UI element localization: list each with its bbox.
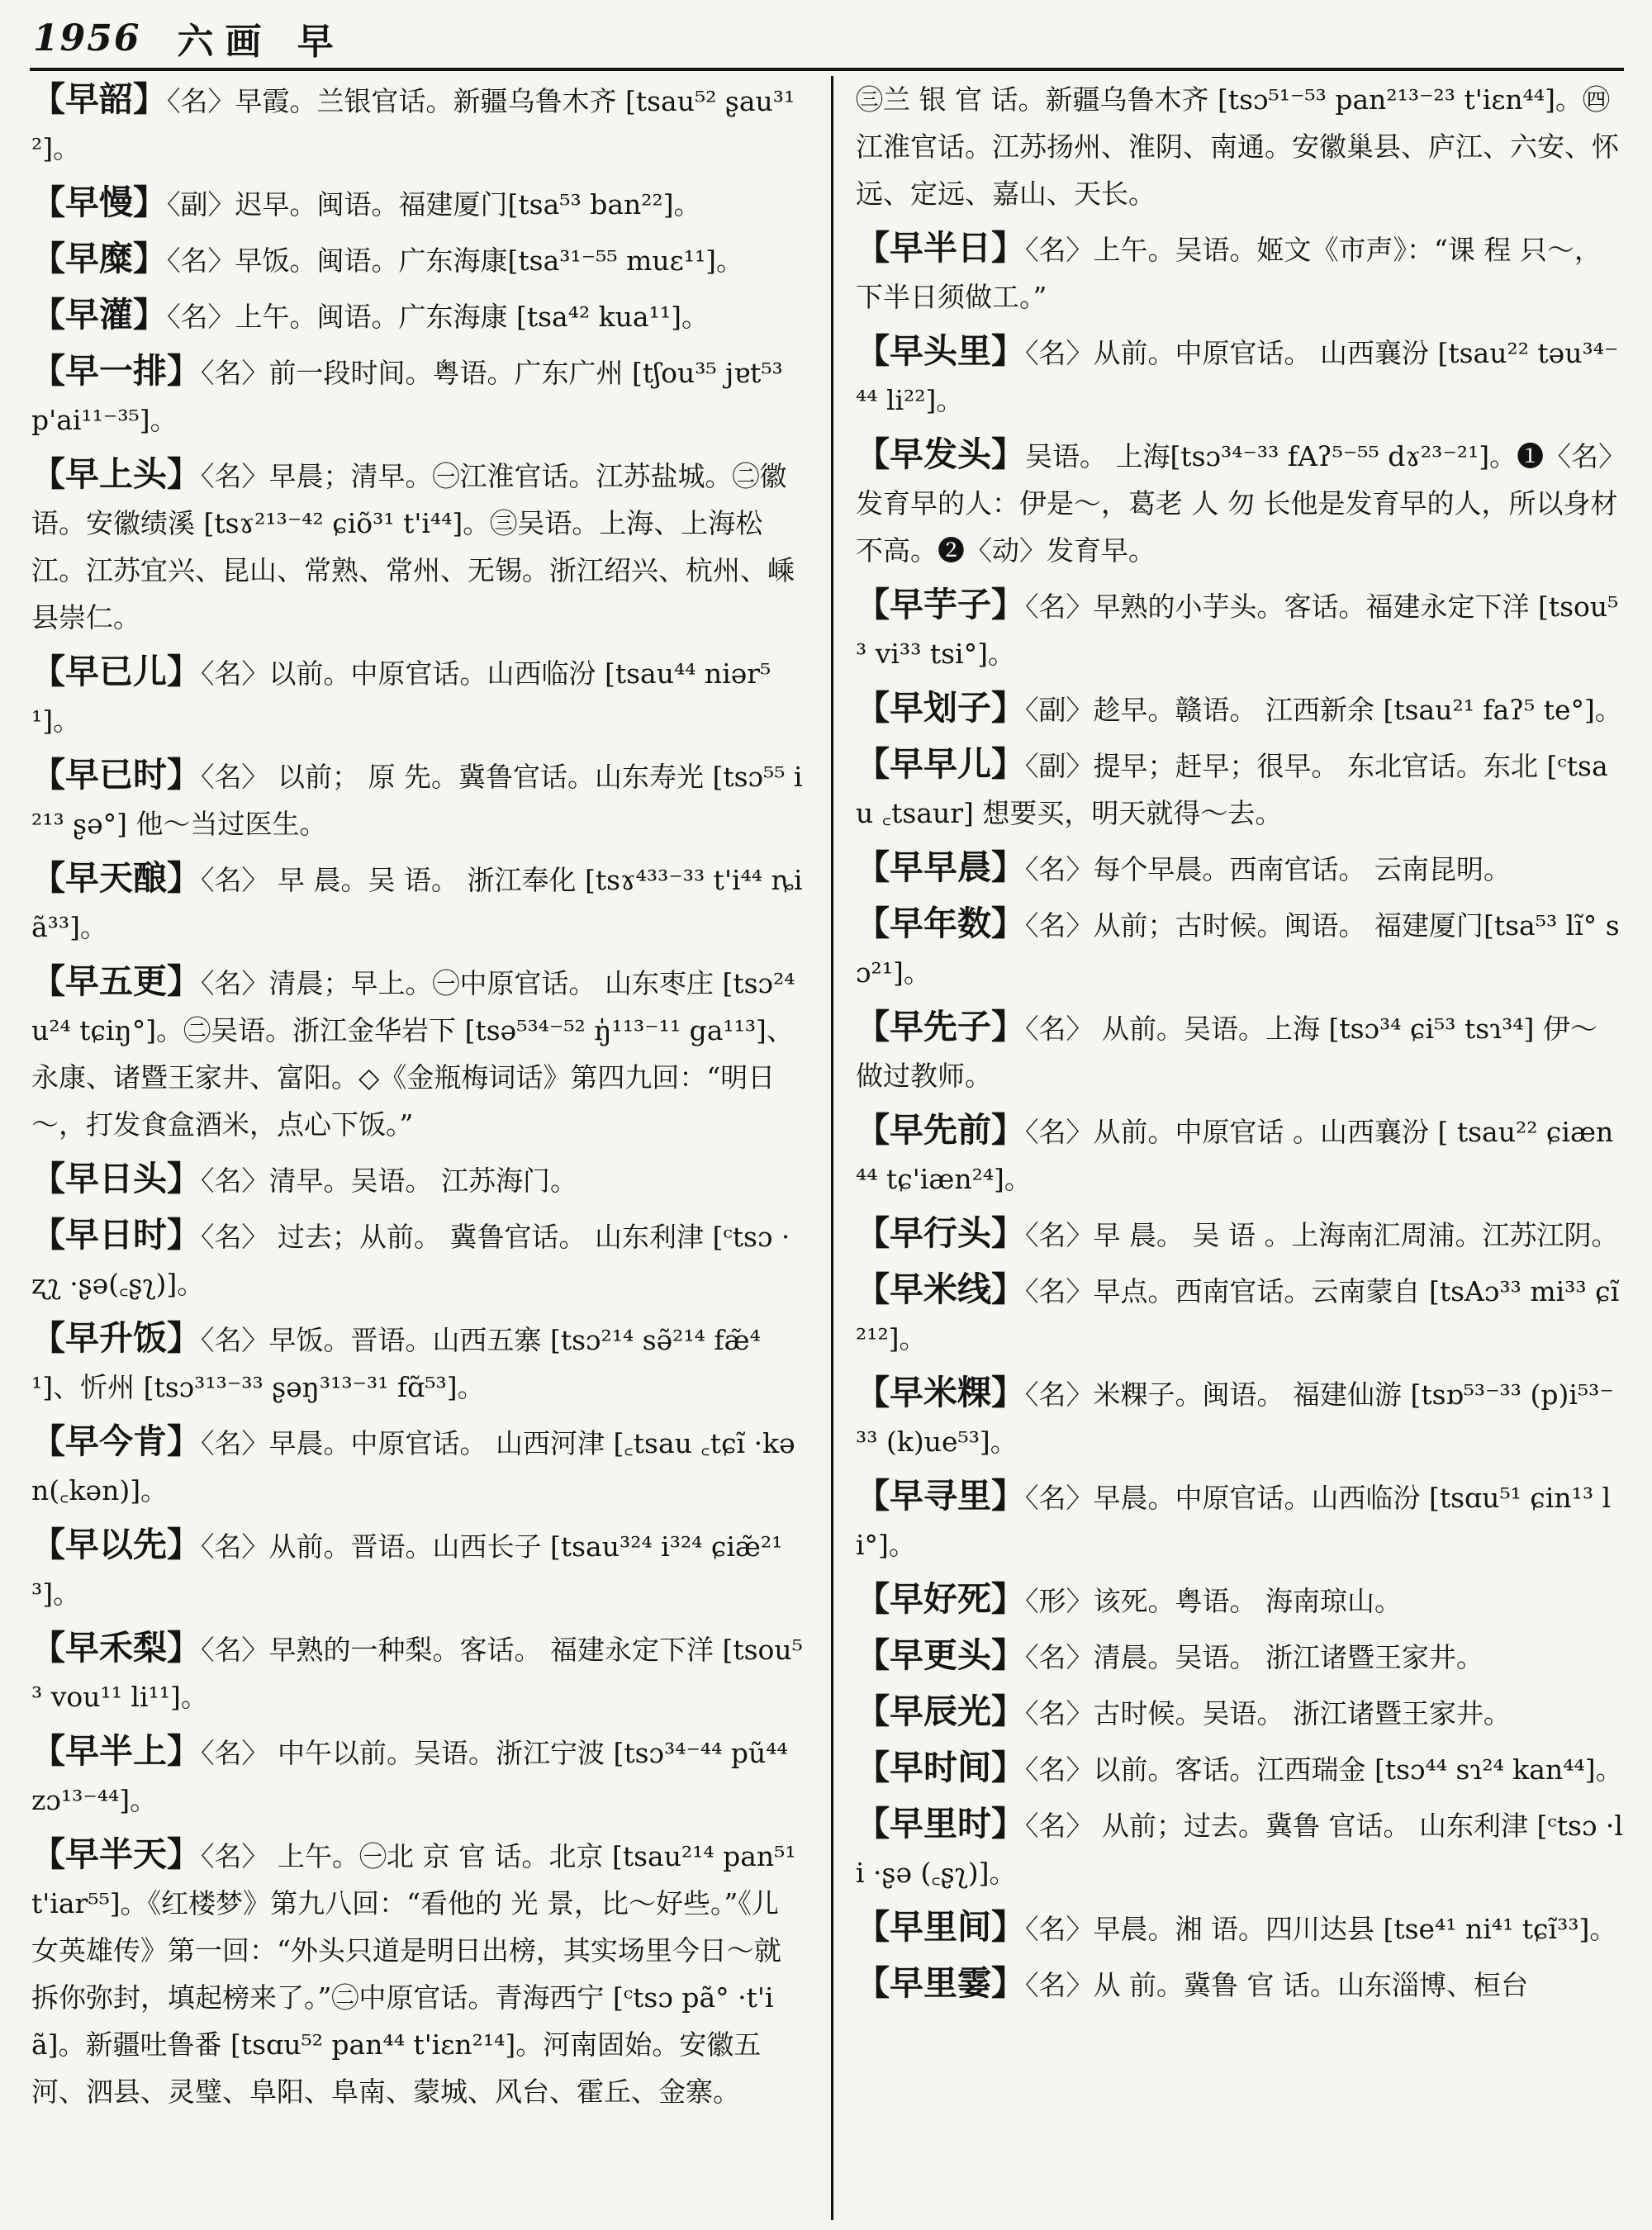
entry-definition: 〈名〉 从前。吴语。上海 [tsɔ³⁴ ɕi⁵³ tsɿ³⁴] 伊～做过教师。 <box>856 1013 1597 1092</box>
entry-definition: 〈名〉早晨。湘 语。四川达县 [tse⁴¹ ni⁴¹ tɕĩ³³]。 <box>1025 1913 1617 1945</box>
entry-definition: 〈名〉早晨。中原官话。山西临汾 [tsɑu⁵¹ ɕin¹³ li°]。 <box>856 1482 1612 1561</box>
entry-headword: 【早更头】 <box>856 1635 1025 1675</box>
dictionary-entry <box>856 76 1624 217</box>
entry-headword: 【早已儿】 <box>31 652 201 691</box>
dictionary-entry <box>856 1960 1624 2009</box>
dictionary-entry <box>856 900 1624 996</box>
entry-headword: 【早好死】 <box>856 1579 1025 1619</box>
entry-definition: 〈名〉古时候。吴语。 浙江诸暨王家井。 <box>1025 1697 1511 1729</box>
entry-definition: 〈名〉早熟的小芋头。客话。福建永定下洋 [tsou⁵³ vi³³ tsi°]。 <box>856 591 1619 670</box>
entry-definition: 〈名〉从前；古时候。闽语。 福建厦门[tsa⁵³ lĩ° sɔ²¹]。 <box>856 909 1620 989</box>
dictionary-entry <box>31 752 805 847</box>
entry-definition: 〈名〉早饭。晋语。山西五寨 [tsɔ²¹⁴ sə̃²¹⁴ fæ̃⁴¹]、忻州 [tsɔ³¹³⁻³³ ʂəŋ³¹³⁻³¹ fɑ̃⁵³]。 <box>31 1324 761 1403</box>
entry-definition: 〈名〉从前。中原官话。 山西襄汾 [tsau²² təu³⁴⁻⁴⁴ li²²]。 <box>856 337 1619 416</box>
dictionary-entry <box>31 1155 805 1204</box>
entry-headword: 【早灌】 <box>31 295 167 334</box>
dictionary-entry <box>856 1632 1624 1681</box>
entry-headword: 【早糜】 <box>31 239 167 278</box>
entry-definition: 〈名〉 早 晨。吴 语。 浙江奉化 [tsɤ⁴³³⁻³³ t'i⁴⁴ ȵiã³³]。 <box>31 864 803 943</box>
entry-definition: 〈名〉上午。闽语。广东海康 [tsa⁴² kua¹¹]。 <box>167 301 709 333</box>
header-rule <box>30 68 1624 71</box>
entry-headword: 【早以先】 <box>31 1525 201 1564</box>
entry-definition: 〈名〉 中午以前。吴语。浙江宁波 [tsɔ³⁴⁻⁴⁴ pũ⁴⁴ zɔ¹³⁻⁴⁴]。 <box>31 1737 788 1816</box>
dictionary-entry <box>856 1473 1624 1568</box>
dictionary-entry <box>856 844 1624 893</box>
entry-headword: 【早今肯】 <box>31 1421 201 1461</box>
entry-headword: 【早半上】 <box>31 1731 201 1771</box>
entry-definition: 〈名〉清早。吴语。 江苏海门。 <box>201 1165 577 1197</box>
entry-definition: 〈名〉以前。中原官话。山西临汾 [tsau⁴⁴ niər⁵¹]。 <box>31 657 771 737</box>
entry-headword: 【早年数】 <box>856 904 1025 943</box>
entry-headword: 【早升饭】 <box>31 1318 201 1358</box>
entry-headword: 【早米粿】 <box>856 1373 1025 1412</box>
entry-definition: 〈名〉早晨；清早。㊀江淮官话。江苏盐城。㊁徽语。安徽绩溪 [tsɤ²¹³⁻⁴² ɕiõ³¹ t'i⁴⁴]。㊂吴语。上海、上海松江。江苏宜兴、昆山、常熟、常州、无锡。浙江绍兴、杭州、嵊县崇仁。 <box>31 460 795 633</box>
entry-definition: 〈名〉每个早晨。西南官话。 云南昆明。 <box>1025 853 1511 885</box>
entry-headword: 【早早儿】 <box>856 744 1025 784</box>
entry-headword: 【早里霎】 <box>856 1963 1025 2003</box>
dictionary-entry <box>856 1904 1624 1952</box>
dictionary-entry <box>856 431 1624 574</box>
entry-definition: 〈副〉迟早。闽语。福建厦门[tsa⁵³ ban²²]。 <box>167 188 701 221</box>
entry-definition: 〈名〉清晨；早上。㊀中原官话。 山东枣庄 [tsɔ²⁴ u²⁴ tɕiŋ°]。㊁吴语。浙江金华岩下 [tsə⁵³⁴⁻⁵² ŋ̍¹¹³⁻¹¹ ga¹¹³]、永康、诸暨王家井、富阳。◇《金瓶梅词话》第四九回：“明日～，打发食盒酒米，点心下饭。” <box>31 967 795 1141</box>
entry-definition: 〈形〉该死。粤语。 海南琼山。 <box>1025 1585 1402 1617</box>
section-title: 六画 早 <box>177 21 345 63</box>
entry-headword: 【早天酿】 <box>31 858 201 898</box>
entry-definition: 〈名〉上午。吴语。姬文《市声》：“课 程 只～，下半日须做工。” <box>856 234 1602 313</box>
entry-definition: 〈名〉前一段时间。粤语。广东广州 [tʃou³⁵ jɐt⁵³ p'ai¹¹⁻³⁵]。 <box>31 357 783 436</box>
entry-headword: 【早半日】 <box>856 228 1025 268</box>
dictionary-entry <box>856 328 1624 424</box>
dictionary-entry <box>856 1004 1624 1099</box>
entry-headword: 【早上头】 <box>31 454 201 494</box>
dictionary-entry <box>31 179 805 228</box>
dictionary-entry <box>856 685 1624 733</box>
entry-definition: 〈名〉米粿子。闽语。 福建仙游 [tsɒ⁵³⁻³³ (p)i⁵³⁻³³ (k)ue⁵³]。 <box>856 1378 1614 1458</box>
entry-headword: 【早芋子】 <box>856 585 1025 624</box>
entry-headword: 【早半天】 <box>31 1834 201 1874</box>
dictionary-entry <box>31 235 805 284</box>
dictionary-entry <box>31 855 805 951</box>
dictionary-entry <box>31 1625 805 1720</box>
entry-definition: 〈名〉从 前。冀鲁 官 话。山东淄博、桓台 <box>1025 1969 1528 2001</box>
entry-headword: 【早划子】 <box>856 688 1025 728</box>
entry-headword: 【早米线】 <box>856 1269 1025 1309</box>
dictionary-entry <box>31 348 805 444</box>
entry-headword: 【早慢】 <box>31 183 167 222</box>
entry-definition: 〈名〉从前。晋语。山西长子 [tsau³²⁴ i³²⁴ ɕiæ̃²¹³]。 <box>31 1530 783 1610</box>
entry-definition: 〈名〉从前。中原官话 。山西襄汾 [ tsau²² ɕiæn⁴⁴ tɕ'iæn²⁴]。 <box>856 1116 1614 1195</box>
entry-headword: 【早发头】 <box>856 434 1025 474</box>
entry-definition: 〈副〉提早；赶早；很早。 东北官话。东北 [ᶜtsau ꜀tsaur] 想要买，明天就得～去。 <box>856 750 1608 829</box>
entry-headword: 【早早晨】 <box>856 847 1025 887</box>
dictionary-entry <box>856 581 1624 677</box>
entry-definition: 〈名〉 过去；从前。 冀鲁官话。 山东利津 [ᶜtsɔ ·ʐʅ ·ʂə(꜀ʂʅ)]。 <box>31 1221 790 1300</box>
dictionary-entry <box>31 76 805 172</box>
entry-headword: 【早寻里】 <box>856 1476 1025 1516</box>
entry-headword: 【早五更】 <box>31 961 201 1001</box>
entry-definition: 〈名〉以前。客话。江西瑞金 [tsɔ⁴⁴ sɿ²⁴ kan⁴⁴]。 <box>1025 1753 1623 1786</box>
entry-definition: 〈名〉 从前；过去。冀鲁 官话。 山东利津 [ᶜtsɔ ·li ·ʂə (꜀ʂʅ)]。 <box>856 1810 1623 1889</box>
dictionary-entry <box>31 958 805 1148</box>
dictionary-entry <box>856 1801 1624 1896</box>
entry-headword: 【早日时】 <box>31 1215 201 1255</box>
entry-definition: ㊂兰 银 官 话。新疆乌鲁木齐 [tsɔ⁵¹⁻⁵³ pan²¹³⁻²³ t'iɛn⁴⁴]。㊃江淮官话。江苏扬州、淮阴、南通。安徽巢县、庐江、六安、怀远、定远、嘉山、天长。 <box>856 83 1619 210</box>
entry-headword: 【早行头】 <box>856 1213 1025 1253</box>
entry-headword: 【早先子】 <box>856 1007 1025 1046</box>
dictionary-entry <box>31 1315 805 1411</box>
entry-definition: 〈名〉清晨。吴语。 浙江诸暨王家井。 <box>1025 1641 1483 1673</box>
entry-headword: 【早辰光】 <box>856 1691 1025 1731</box>
entry-headword: 【早已时】 <box>31 755 201 795</box>
dictionary-entry <box>31 451 805 641</box>
page-header <box>33 12 1619 64</box>
dictionary-entry <box>856 741 1624 837</box>
dictionary-entry <box>856 1210 1624 1259</box>
entry-definition: 〈名〉早 晨。 吴 语 。上海南汇周浦。江苏江阴。 <box>1025 1219 1619 1251</box>
entry-definition: 〈名〉早霞。兰银官话。新疆乌鲁木齐 [tsau⁵² ʂau³¹²]。 <box>31 85 795 164</box>
dictionary-entry <box>856 1744 1624 1793</box>
dictionary-entry <box>31 1212 805 1307</box>
dictionary-entry <box>31 1521 805 1617</box>
dictionary-entry <box>31 1728 805 1824</box>
dictionary-entry <box>31 1831 805 2115</box>
entry-headword: 【早里时】 <box>856 1804 1025 1843</box>
entry-definition: 〈名〉早饭。闽语。广东海康[tsa³¹⁻⁵⁵ muɛ¹¹]。 <box>167 244 744 277</box>
entry-definition: 〈名〉早点。西南官话。云南蒙自 [tsAɔ³³ mi³³ ɕĩ²¹²]。 <box>856 1275 1620 1355</box>
left-column <box>31 76 805 2123</box>
entry-definition: 〈名〉早晨。中原官话。 山西河津 [꜀tsau ꜀tɕĩ ·kən(꜀kən)]。 <box>31 1427 795 1506</box>
dictionary-entry <box>856 1688 1624 1737</box>
entry-headword: 【早里间】 <box>856 1907 1025 1947</box>
entry-definition: 〈副〉趁早。赣语。 江西新余 [tsau²¹ faʔ⁵ te°]。 <box>1025 694 1622 726</box>
dictionary-entry <box>856 1576 1624 1625</box>
entry-headword: 【早日头】 <box>31 1159 201 1198</box>
entry-headword: 【早禾梨】 <box>31 1628 201 1668</box>
entry-headword: 【早头里】 <box>856 331 1025 371</box>
entry-headword: 【早先前】 <box>856 1110 1025 1150</box>
page-number: 1956 <box>33 17 141 59</box>
dictionary-entry <box>31 292 805 340</box>
entry-headword: 【早时间】 <box>856 1748 1025 1787</box>
dictionary-entry <box>31 648 805 744</box>
entry-definition: 〈名〉早熟的一种梨。客话。 福建永定下洋 [tsou⁵³ vou¹¹ li¹¹]。 <box>31 1634 803 1713</box>
dictionary-entry <box>31 1418 805 1514</box>
right-column <box>856 76 1624 2016</box>
column-divider <box>831 76 833 2220</box>
entry-definition: 吴语。 上海[tsɔ³⁴⁻³³ fAʔ⁵⁻⁵⁵ dɤ²³⁻²¹]。❶〈名〉发育早的人：伊是～，葛老 人 勿 长他是发育早的人，所以身材不高。❷〈动〉发育早。 <box>856 440 1618 567</box>
dictionary-entry <box>856 1266 1624 1362</box>
entry-headword: 【早韶】 <box>31 79 167 119</box>
dictionary-entry <box>856 225 1624 320</box>
entry-headword: 【早一排】 <box>31 351 201 391</box>
dictionary-entry <box>856 1107 1624 1203</box>
entry-definition: 〈名〉 上午。㊀北 京 官 话。北京 [tsau²¹⁴ pan⁵¹ t'iar⁵⁵]。《红楼梦》第九八回：“看他的 光 景，比～好些。”《儿女英雄传》第一回：“外头只道是明日出榜，其实场里今日～就拆你弥封，填起榜来了。”㊁中原官话。青海西宁 [ᶜtsɔ pã° ·t'iã]。新疆吐鲁番 [tsɑu⁵² pan⁴⁴ t'iɛn²¹⁴]。河南固始。安徽五河、泗县、灵璧、阜阳、阜南、蒙城、风台、霍丘、金寨。 <box>31 1840 796 2108</box>
entry-definition: 〈名〉 以前； 原 先。冀鲁官话。山东寿光 [tsɔ⁵⁵ i²¹³ ʂə°] 他～当过医生。 <box>31 761 803 840</box>
dictionary-entry <box>856 1369 1624 1465</box>
